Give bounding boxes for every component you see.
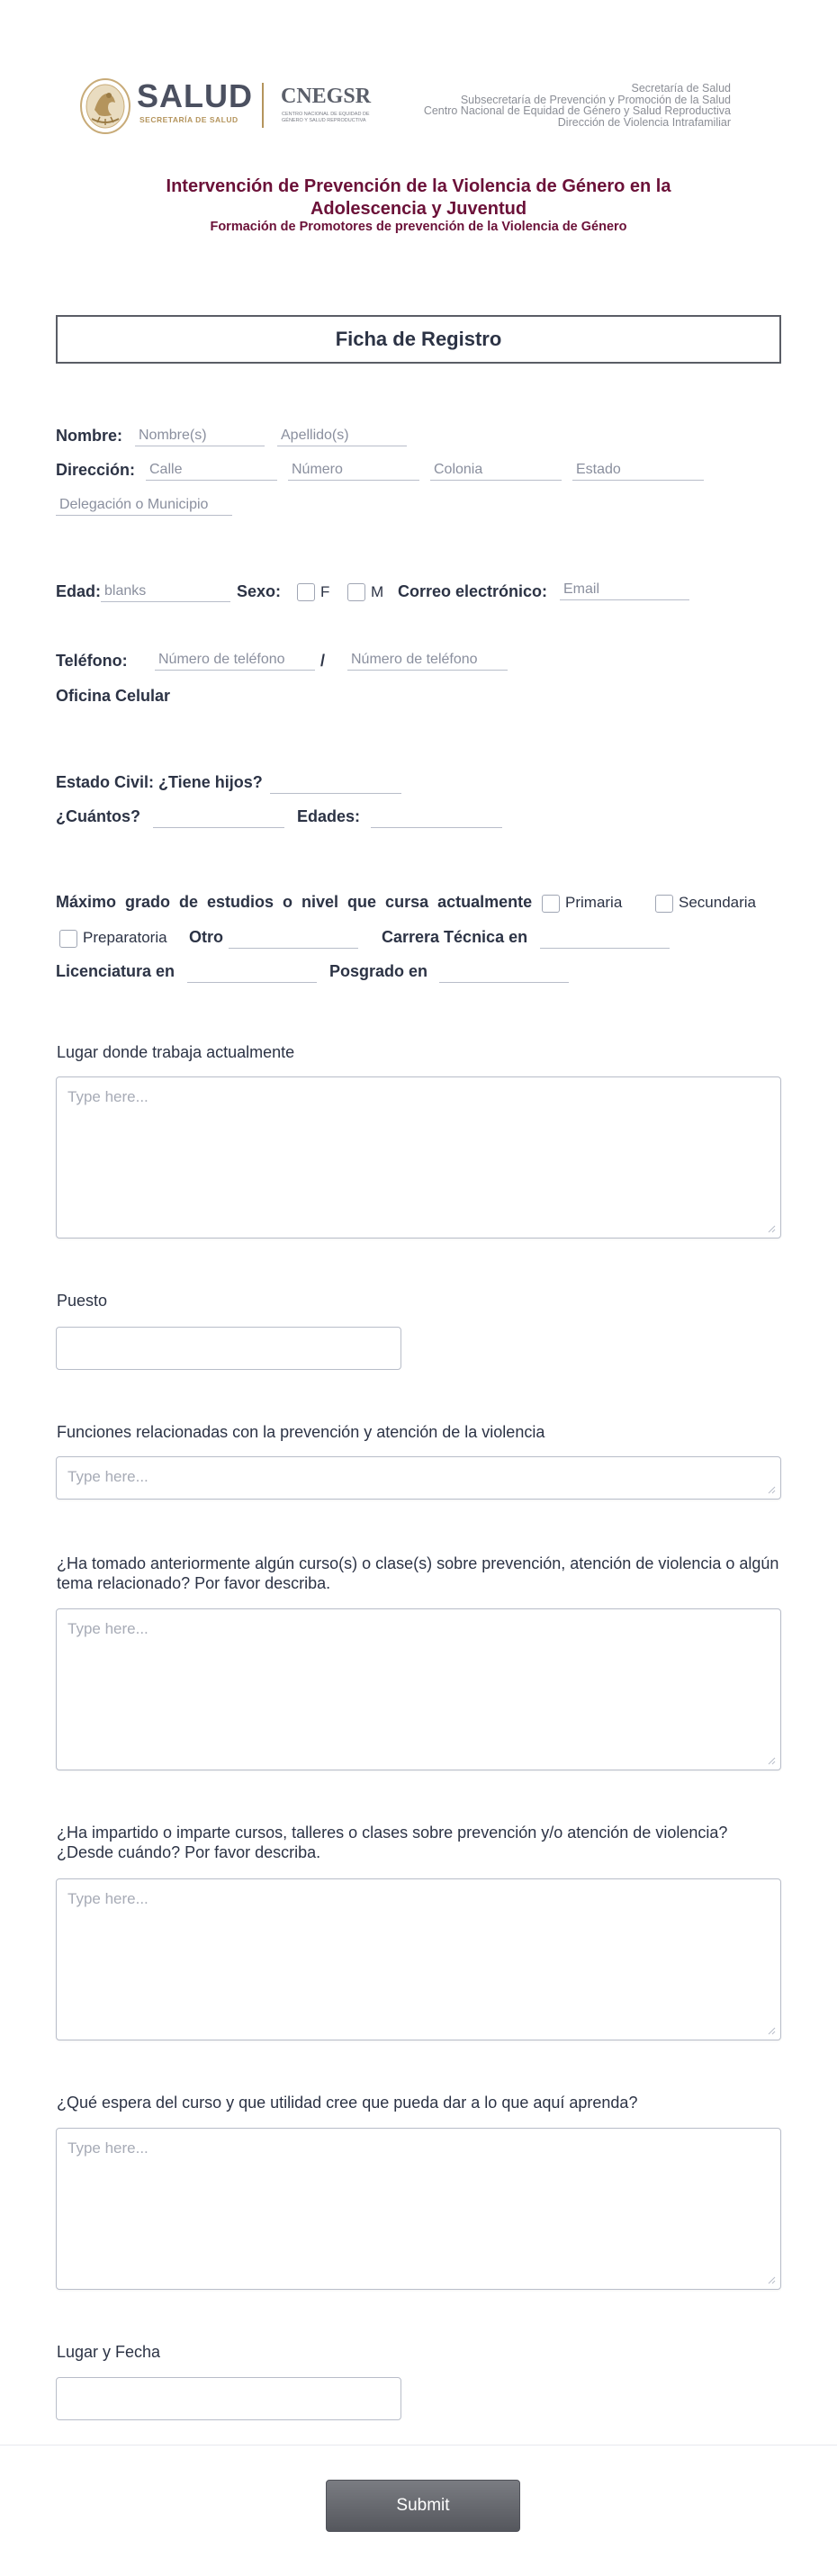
- salud-logo-subtitle: SECRETARÍA DE SALUD: [140, 115, 238, 124]
- place-date-label: Lugar y Fecha: [57, 2343, 161, 2361]
- expectations-textarea[interactable]: [56, 2128, 781, 2290]
- number-input[interactable]: [288, 459, 419, 481]
- cuantos-label: ¿Cuántos?: [56, 807, 140, 825]
- primaria-label: Primaria: [565, 894, 623, 911]
- previous-course-label: ¿Ha tomado anteriormente algún curso(s) o clase(s) sobre prevención, atención de violencia o algún tema relacionado? Por favor describa.: [57, 1554, 779, 1592]
- page-subtitle: Formación de Promotores de prevención de la Violencia de Género: [210, 220, 627, 234]
- form-title: Ficha de Registro: [335, 328, 502, 350]
- workplace-label: Lugar donde trabaja actualmente: [57, 1043, 295, 1061]
- cnegsr-logo-subtitle: CENTRO NACIONAL DE EQUIDAD DE GÉNERO Y SALUD REPRODUCTIVA: [282, 112, 370, 123]
- municipality-input[interactable]: [56, 494, 232, 516]
- form-title-box: [56, 315, 781, 364]
- functions-textarea[interactable]: [56, 1456, 781, 1500]
- sex-m-checkbox[interactable]: [347, 583, 365, 601]
- first-name-input[interactable]: [135, 425, 265, 446]
- edades-label: Edades:: [297, 807, 361, 825]
- phone-office-input[interactable]: [155, 649, 315, 671]
- resize-handle-icon[interactable]: [767, 1485, 776, 1494]
- otro-label: Otro: [189, 928, 223, 946]
- agency-line: Centro Nacional de Equidad de Género y Salud Reproductiva: [423, 104, 731, 117]
- postgrad-input[interactable]: [439, 961, 569, 983]
- direccion-label: Dirección:: [56, 461, 136, 479]
- nombre-label: Nombre:: [56, 427, 123, 445]
- functions-label: Funciones relacionadas con la prevención y atención de la violencia: [57, 1423, 545, 1441]
- education-label: Máximo grado de estudios o nivel que cursa actualmente: [56, 893, 533, 911]
- page-title: Intervención de Prevención de la Violencia de Género en la Adolescencia y Juventud: [166, 176, 671, 219]
- colonia-input[interactable]: [430, 459, 562, 481]
- sex-f-checkbox[interactable]: [297, 583, 315, 601]
- phone-separator: /: [320, 652, 326, 670]
- state-input[interactable]: [572, 459, 704, 481]
- resize-handle-icon[interactable]: [767, 2026, 776, 2035]
- mexican-seal-icon: [79, 74, 131, 135]
- children-count-input[interactable]: [153, 806, 284, 828]
- workplace-textarea[interactable]: [56, 1076, 781, 1238]
- licenciatura-label: Licenciatura en: [56, 962, 176, 980]
- resize-handle-icon[interactable]: [767, 1756, 776, 1765]
- place-date-input[interactable]: [56, 2377, 401, 2420]
- age-input[interactable]: [101, 581, 230, 602]
- agency-line: Dirección de Violencia Intrafamiliar: [557, 115, 731, 129]
- last-name-input[interactable]: [277, 425, 407, 446]
- expectations-label: ¿Qué espera del curso y que utilidad cree que pueda dar a lo que aquí aprenda?: [57, 2094, 638, 2112]
- email-label: Correo electrónico:: [398, 582, 548, 600]
- secundaria-checkbox[interactable]: [655, 895, 673, 913]
- primaria-checkbox[interactable]: [542, 895, 560, 913]
- edad-label: Edad:: [56, 582, 102, 600]
- telefono-label: Teléfono:: [56, 652, 128, 670]
- street-input[interactable]: [146, 459, 277, 481]
- preparatoria-checkbox[interactable]: [59, 930, 77, 948]
- sexo-label: Sexo:: [237, 582, 282, 600]
- position-input[interactable]: [56, 1327, 401, 1370]
- posgrado-label: Posgrado en: [329, 962, 428, 980]
- submit-button[interactable]: Submit: [326, 2480, 520, 2532]
- estado-civil-label: Estado Civil: ¿Tiene hijos?: [56, 773, 263, 791]
- resize-handle-icon[interactable]: [767, 1224, 776, 1233]
- preparatoria-label: Preparatoria: [83, 929, 167, 946]
- technical-career-input[interactable]: [540, 927, 670, 949]
- sex-f-label: F: [320, 583, 330, 600]
- teaching-textarea[interactable]: [56, 1878, 781, 2040]
- email-input[interactable]: [560, 579, 689, 600]
- carrera-tecnica-label: Carrera Técnica en: [382, 928, 528, 946]
- previous-course-textarea[interactable]: [56, 1608, 781, 1770]
- salud-logo-text: SALUD: [137, 77, 253, 114]
- children-ages-input[interactable]: [371, 806, 502, 828]
- phone-hint: Oficina Celular: [56, 687, 171, 705]
- position-label: Puesto: [57, 1292, 108, 1310]
- teaching-label: ¿Ha impartido o imparte cursos, talleres o clases sobre prevención y/o atención de violencia? ¿Desde cuándo? Por favor describa.: [57, 1824, 728, 1861]
- other-input[interactable]: [229, 927, 358, 949]
- sex-m-label: M: [371, 583, 384, 600]
- agency-line: Subsecretaría de Prevención y Promoción de la Salud: [460, 93, 731, 106]
- bachelor-input[interactable]: [187, 961, 317, 983]
- phone-mobile-input[interactable]: [347, 649, 508, 671]
- cnegsr-logo-text: CNEGSR: [281, 85, 372, 108]
- salud-logo: [79, 72, 376, 137]
- secundaria-label: Secundaria: [679, 894, 757, 911]
- resize-handle-icon[interactable]: [767, 2275, 776, 2284]
- agency-names: [424, 83, 731, 128]
- marital-status-input[interactable]: [270, 772, 401, 794]
- agency-line: Secretaría de Salud: [631, 82, 731, 95]
- logo-divider: [262, 83, 264, 128]
